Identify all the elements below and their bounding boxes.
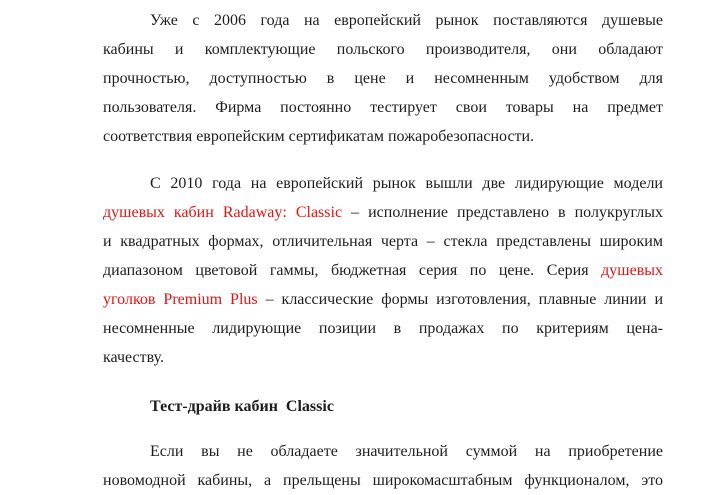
- red-highlight-text: душевых: [601, 262, 663, 279]
- body-text: пользователя. Фирма постоянно тестирует свои товары на предмет: [103, 99, 663, 116]
- body-text: – классические формы изготовления, плавные линии и: [257, 291, 664, 308]
- text-line: [103, 285, 663, 314]
- text-line: [103, 392, 663, 421]
- red-highlight-text: уголков Premium Plus: [103, 291, 258, 308]
- text-line: [103, 227, 663, 256]
- body-text: С 2010 года на европейский рынок вышли две лидирующие модели: [150, 175, 663, 192]
- text-line: [103, 64, 663, 93]
- body-text: – исполнение представлено в полукруглых: [342, 204, 663, 221]
- text-line: [103, 437, 663, 466]
- paragraph-test-drive-intro: [103, 437, 663, 495]
- text-line: [103, 122, 663, 151]
- text-line: [103, 314, 663, 343]
- body-text: кабины и комплектующие польского производителя, они обладают: [103, 41, 663, 58]
- body-text: соответствия европейским сертификатам пожаробезопасности.: [103, 128, 535, 145]
- text-line: [103, 343, 663, 372]
- text-line: [103, 35, 663, 64]
- heading-test-drive-classic: [103, 392, 663, 421]
- text-line: [103, 6, 663, 35]
- red-highlight-text: душевых кабин Radaway: Classic: [103, 204, 343, 221]
- body-text: качеству.: [103, 349, 165, 366]
- body-text: несомненные лидирующие позиции в продажах по критериям цена-: [103, 320, 663, 337]
- paragraph-leading-models: [103, 169, 663, 372]
- text-line: [103, 198, 663, 227]
- text-line: [103, 466, 663, 495]
- text-line: [103, 93, 663, 122]
- body-text: диапазоном цветовой гаммы, бюджетная серия по цене. Серия: [103, 262, 602, 279]
- heading-text: Тест-драйв кабин Classic: [150, 398, 334, 415]
- body-text: новомодной кабины, а прельщены широкомасштабным функционалом, это: [103, 472, 663, 489]
- body-text: Уже с 2006 года на европейский рынок поставляются душевые: [150, 12, 663, 29]
- text-line: [103, 256, 663, 285]
- text-line: [103, 169, 663, 198]
- body-text: и квадратных формах, отличительная черта – стекла представлены широким: [103, 233, 663, 250]
- body-text: Если вы не обладаете значительной суммой на приобретение: [150, 443, 663, 460]
- body-text: прочностью, доступностью в цене и несомненным удобством для: [103, 70, 663, 87]
- paragraph-supply-history: [103, 6, 663, 151]
